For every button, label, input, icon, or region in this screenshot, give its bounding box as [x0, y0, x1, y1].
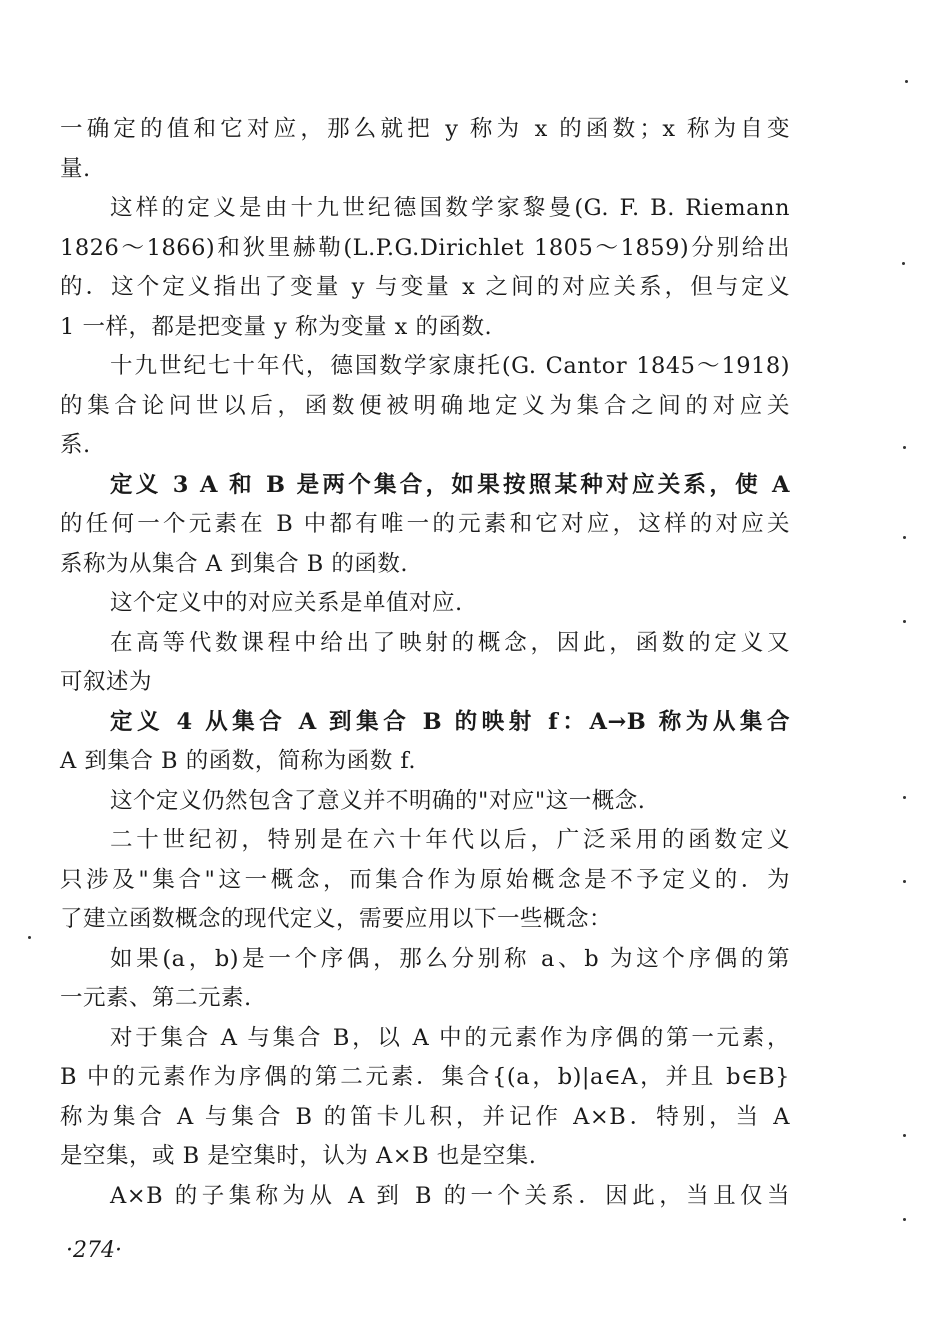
text-line: 这个定义中的对应关系是单值对应. [110, 590, 463, 616]
scan-speck [903, 536, 906, 539]
text-line: 二十世纪初，特别是在六十年代以后，广泛采用的函数定义 [110, 827, 790, 853]
text-line: B 中的元素作为序偶的第二元素．集合{(a，b)|a∈A，并且 b∈B} [60, 1064, 790, 1090]
text-line: 量. [60, 155, 91, 182]
text-line: A 到集合 B 的函数，简称为函数 f. [60, 748, 417, 774]
text-line: 的集合论问世以后，函数便被明确地定义为集合之间的对应关 [60, 392, 790, 419]
text-body [60, 110, 790, 1216]
page-number: ·274· [66, 1238, 122, 1263]
text-line: 了建立函数概念的现代定义，需要应用以下一些概念： [60, 906, 613, 932]
scan-speck [903, 796, 906, 799]
scan-speck [903, 1218, 906, 1221]
text-line: 的任何一个元素在 B 中都有唯一的元素和它对应，这样的对应关 [60, 511, 790, 537]
definition-4-heading-line: 定义 4 从集合 A 到集合 B 的映射 f：A→B 称为从集合 [110, 708, 790, 735]
text-line: 如果(a，b)是一个序偶，那么分别称 a、b 为这个序偶的第 [110, 945, 790, 972]
text-line: 只涉及"集合"这一概念，而集合作为原始概念是不予定义的．为 [60, 866, 790, 893]
text-line: 十九世纪七十年代，德国数学家康托(G. Cantor 1845～1918) [110, 353, 790, 379]
scan-speck [28, 936, 31, 939]
scan-speck [903, 880, 906, 883]
text-line: 系称为从集合 A 到集合 B 的函数. [60, 550, 409, 577]
scan-speck [903, 1134, 906, 1137]
text-line: 对于集合 A 与集合 B，以 A 中的元素作为序偶的第一元素， [110, 1024, 790, 1051]
scan-speck [905, 80, 908, 83]
text-line: 系. [60, 432, 91, 458]
text-line: 可叙述为 [60, 669, 153, 695]
text-line: 称为集合 A 与集合 B 的笛卡儿积，并记作 A×B．特别，当 A [60, 1103, 790, 1130]
text-line: 是空集，或 B 是空集时，认为 A×B 也是空集. [60, 1143, 537, 1169]
scan-speck [903, 620, 906, 623]
text-line: A×B 的子集称为从 A 到 B 的一个关系．因此，当且仅当 [110, 1182, 790, 1209]
scan-speck [902, 262, 905, 265]
text-line: 这个定义仍然包含了意义并不明确的"对应"这一概念. [110, 787, 646, 814]
text-line: 一确定的值和它对应，那么就把 y 称为 x 的函数；x 称为自变 [60, 116, 790, 142]
text-line: 1 一样，都是把变量 y 称为变量 x 的函数. [60, 313, 493, 340]
text-line: 一元素、第二元素. [60, 985, 252, 1011]
text-line: 的．这个定义指出了变量 y 与变量 x 之间的对应关系，但与定义 [60, 274, 790, 300]
text-line: 1826～1866)和狄里赫勒(L.P.G.Dirichlet 1805～1859)分别给出 [60, 234, 790, 261]
text-line: 这样的定义是由十九世纪德国数学家黎曼(G. F. B. Riemann [110, 195, 790, 221]
scan-speck [903, 446, 906, 449]
text-line: 在高等代数课程中给出了映射的概念，因此，函数的定义又 [110, 629, 790, 656]
definition-3-heading-line: 定义 3 A 和 B 是两个集合，如果按照某种对应关系，使 A [110, 471, 790, 498]
